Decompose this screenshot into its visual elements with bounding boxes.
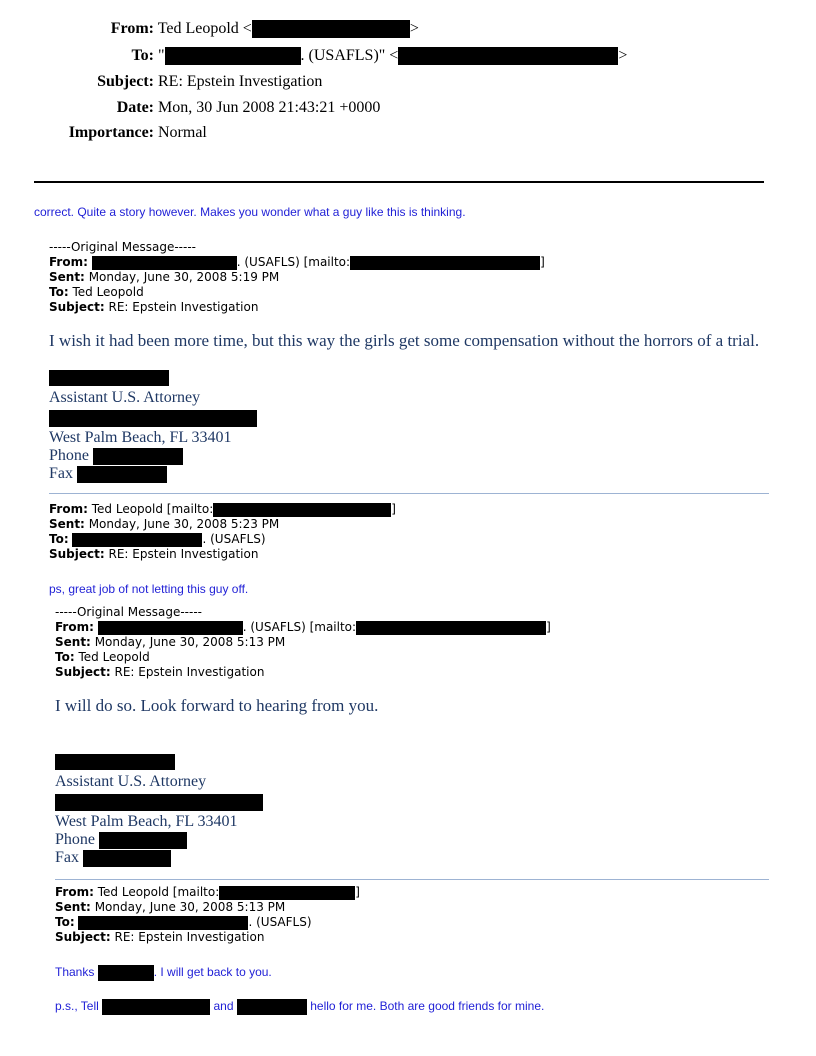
from-mid: . (USAFLS) [mailto: bbox=[242, 620, 357, 634]
message-divider bbox=[55, 879, 769, 880]
from-close: ] bbox=[355, 885, 360, 899]
subject-label: Subject: bbox=[49, 300, 105, 314]
subject-line bbox=[49, 300, 545, 315]
message-ps bbox=[55, 999, 544, 1015]
redaction-block bbox=[83, 850, 171, 867]
subject-value: RE: Epstein Investigation bbox=[108, 547, 259, 561]
message-header bbox=[49, 240, 545, 315]
signature-phone: Phone bbox=[49, 447, 89, 464]
message-body bbox=[55, 965, 272, 981]
signature-fax: Fax bbox=[49, 465, 73, 482]
from-close: ] bbox=[391, 502, 396, 516]
original-message-marker: -----Original Message----- bbox=[55, 605, 202, 619]
signature-title: Assistant U.S. Attorney bbox=[55, 773, 207, 790]
to-line bbox=[55, 650, 551, 665]
ps-rest: hello for me. Both are good friends for mine. bbox=[310, 999, 545, 1014]
sent-label: Sent: bbox=[55, 900, 91, 914]
sent-line bbox=[55, 635, 551, 650]
redaction-block bbox=[99, 832, 187, 849]
header-subject: RE: Epstein Investigation bbox=[158, 73, 323, 90]
header-subject-row bbox=[0, 73, 322, 91]
header-importance-row bbox=[0, 124, 207, 142]
redaction-block bbox=[92, 256, 237, 270]
redaction-block bbox=[219, 886, 355, 900]
to-value: Ted Leopold bbox=[72, 285, 144, 299]
message-header bbox=[55, 605, 551, 680]
signature-block bbox=[55, 753, 263, 867]
subject-line bbox=[55, 665, 551, 680]
sent-label: Sent: bbox=[49, 517, 85, 531]
header-to-close: > bbox=[618, 47, 628, 64]
sent-line bbox=[49, 270, 545, 285]
sent-label: Sent: bbox=[49, 270, 85, 284]
redaction-block bbox=[49, 370, 169, 386]
from-close: ] bbox=[540, 255, 545, 269]
redaction-block bbox=[98, 621, 243, 635]
header-date-label: Date: bbox=[116, 99, 154, 116]
signature-fax-line bbox=[49, 465, 257, 483]
signature-phone-line bbox=[55, 831, 263, 849]
from-mid: . (USAFLS) [mailto: bbox=[236, 255, 351, 269]
redaction-block bbox=[213, 503, 391, 517]
sent-value: Monday, June 30, 2008 5:19 PM bbox=[88, 270, 280, 284]
original-message-marker: -----Original Message----- bbox=[49, 240, 196, 254]
subject-value: RE: Epstein Investigation bbox=[108, 300, 259, 314]
header-to-label: To: bbox=[131, 47, 154, 64]
signature-city: West Palm Beach, FL 33401 bbox=[55, 813, 238, 830]
sent-line bbox=[55, 900, 360, 915]
redaction-block bbox=[98, 965, 154, 981]
sent-value: Monday, June 30, 2008 5:13 PM bbox=[94, 635, 286, 649]
header-importance: Normal bbox=[158, 124, 207, 141]
from-label: From: bbox=[49, 255, 88, 269]
header-from-row bbox=[0, 20, 419, 38]
signature-fax: Fax bbox=[55, 849, 79, 866]
to-label: To: bbox=[49, 285, 69, 299]
message-body: ps, great job of not letting this guy off. bbox=[49, 582, 249, 596]
from-value: Ted Leopold [mailto: bbox=[97, 885, 220, 899]
message-header bbox=[49, 502, 396, 562]
redaction-block bbox=[237, 999, 307, 1015]
to-line bbox=[49, 285, 545, 300]
sent-value: Monday, June 30, 2008 5:23 PM bbox=[88, 517, 280, 531]
from-label: From: bbox=[55, 885, 94, 899]
header-divider bbox=[34, 181, 764, 183]
from-line bbox=[55, 620, 551, 635]
redaction-block bbox=[55, 754, 175, 770]
thanks-text: Thanks bbox=[55, 965, 95, 980]
redaction-block bbox=[350, 256, 540, 270]
signature-city: West Palm Beach, FL 33401 bbox=[49, 429, 232, 446]
subject-label: Subject: bbox=[55, 665, 111, 679]
subject-value: RE: Epstein Investigation bbox=[114, 665, 265, 679]
signature-fax-line bbox=[55, 849, 263, 867]
signature-block bbox=[49, 369, 257, 483]
signature-title: Assistant U.S. Attorney bbox=[49, 389, 201, 406]
header-to-row bbox=[0, 47, 627, 65]
to-value: Ted Leopold bbox=[78, 650, 150, 664]
to-mid: . (USAFLS) bbox=[248, 915, 312, 929]
redaction-block bbox=[55, 794, 263, 811]
header-from-close: > bbox=[409, 20, 419, 37]
header-to-open: " bbox=[158, 47, 165, 64]
to-line bbox=[49, 532, 396, 547]
message-divider bbox=[49, 493, 769, 494]
subject-label: Subject: bbox=[55, 930, 111, 944]
redaction-block bbox=[77, 466, 167, 483]
sent-line bbox=[49, 517, 396, 532]
ps-tell: p.s., Tell bbox=[55, 999, 99, 1014]
redaction-block bbox=[93, 448, 183, 465]
redaction-block bbox=[102, 999, 210, 1015]
header-from-label: From: bbox=[110, 20, 154, 37]
redaction-block bbox=[398, 47, 618, 65]
thanks-rest: . I will get back to you. bbox=[153, 965, 272, 980]
to-mid: . (USAFLS) bbox=[202, 532, 266, 546]
signature-phone-line bbox=[49, 447, 257, 465]
subject-line bbox=[55, 930, 360, 945]
from-label: From: bbox=[49, 502, 88, 516]
redaction-block bbox=[78, 916, 248, 930]
message-body: I wish it had been more time, but this way the girls get some compensation without the horrors of a trial. bbox=[49, 331, 760, 350]
header-to-mid: . (USAFLS)" < bbox=[300, 47, 399, 64]
to-line bbox=[55, 915, 360, 930]
from-close: ] bbox=[546, 620, 551, 634]
to-label: To: bbox=[55, 915, 75, 929]
redaction-block bbox=[49, 410, 257, 427]
from-line bbox=[49, 255, 545, 270]
subject-line bbox=[49, 547, 396, 562]
reply-body: correct. Quite a story however. Makes you wonder what a guy like this is thinking. bbox=[34, 205, 466, 219]
signature-phone: Phone bbox=[55, 831, 95, 848]
header-date: Mon, 30 Jun 2008 21:43:21 +0000 bbox=[158, 99, 381, 116]
from-line bbox=[49, 502, 396, 517]
redaction-block bbox=[72, 533, 202, 547]
header-importance-label: Importance: bbox=[68, 124, 154, 141]
to-label: To: bbox=[55, 650, 75, 664]
message-body: I will do so. Look forward to hearing from you. bbox=[55, 696, 379, 715]
sent-value: Monday, June 30, 2008 5:13 PM bbox=[94, 900, 286, 914]
redaction-block bbox=[356, 621, 546, 635]
subject-label: Subject: bbox=[49, 547, 105, 561]
from-value: Ted Leopold [mailto: bbox=[91, 502, 214, 516]
redaction-block bbox=[165, 47, 301, 65]
header-from-name: Ted Leopold < bbox=[157, 20, 252, 37]
subject-value: RE: Epstein Investigation bbox=[114, 930, 265, 944]
from-line bbox=[55, 885, 360, 900]
header-date-row bbox=[0, 99, 380, 117]
redaction-block bbox=[252, 20, 410, 38]
header-subject-label: Subject: bbox=[97, 73, 154, 90]
sent-label: Sent: bbox=[55, 635, 91, 649]
message-header bbox=[55, 885, 360, 945]
ps-and: and bbox=[213, 999, 234, 1014]
to-label: To: bbox=[49, 532, 69, 546]
from-label: From: bbox=[55, 620, 94, 634]
